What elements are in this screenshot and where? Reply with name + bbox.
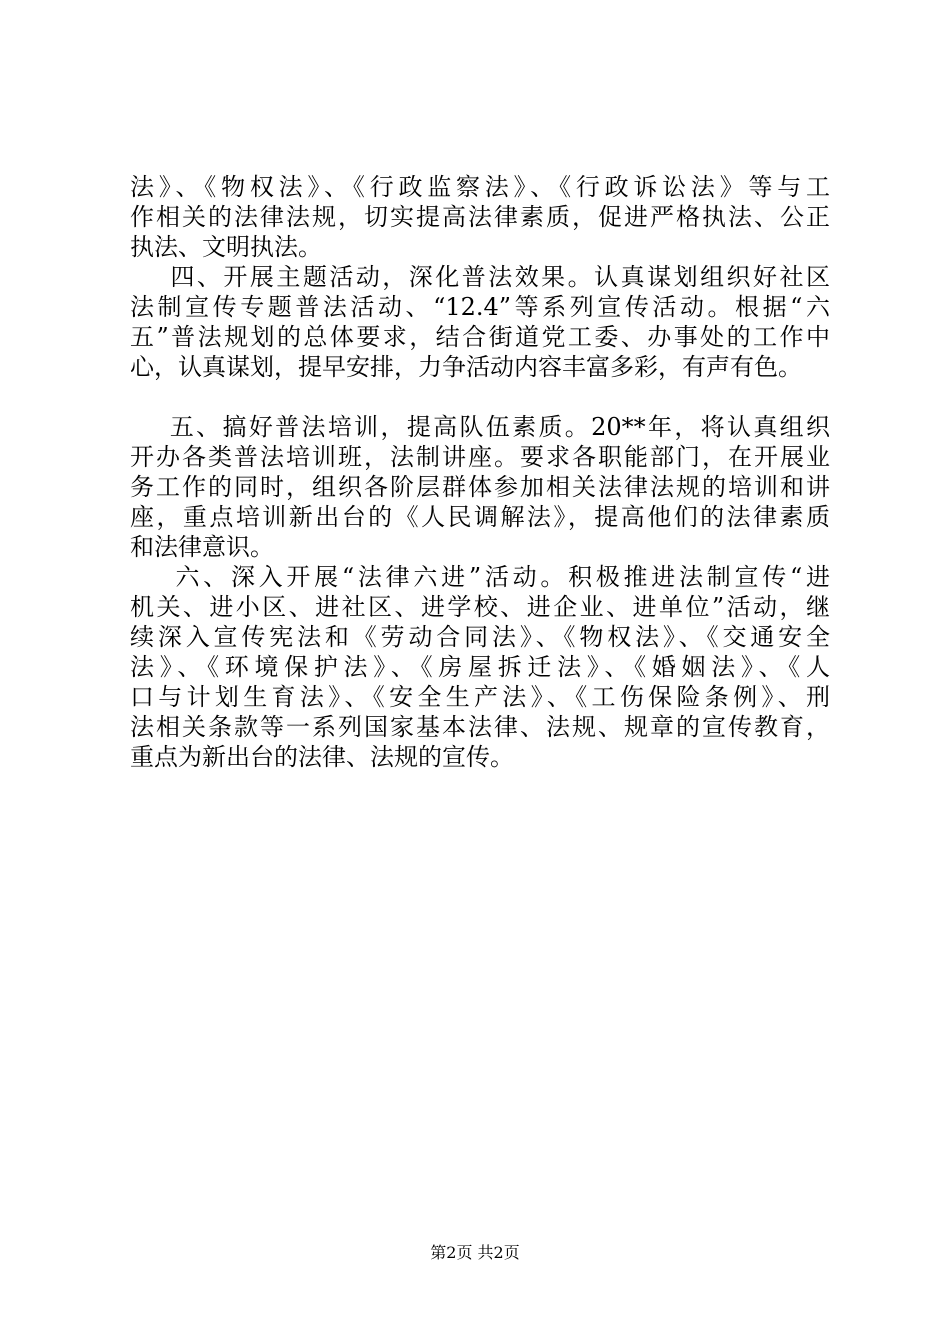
- text-line: 五”普法规划的总体要求，结合街道党工委、办事处的工作中: [130, 323, 830, 351]
- text-line: 五、搞好普法培训，提高队伍素质。20**年，将认真组织: [130, 413, 830, 441]
- text-line: 四、开展主题活动，深化普法效果。认真谋划组织好社区: [130, 263, 830, 291]
- text-line: 和法律意识。: [130, 533, 274, 561]
- text-line: 作相关的法律法规，切实提高法律素质，促进严格执法、公正: [130, 203, 830, 231]
- text-line: 开办各类普法培训班，法制讲座。要求各职能部门，在开展业: [130, 443, 830, 471]
- text-line: 续深入宣传宪法和《劳动合同法》、《物权法》、《交通安全: [130, 623, 830, 651]
- text-line: 座，重点培训新出台的《人民调解法》，提高他们的法律素质: [130, 503, 830, 531]
- text-line: 法相关条款等一系列国家基本法律、法规、规章的宣传教育，: [130, 713, 830, 741]
- text-line: 心，认真谋划，提早安排，力争活动内容丰富多彩，有声有色。: [130, 353, 802, 381]
- text-line: 机关、进小区、进社区、进学校、进企业、进单位”活动，继: [130, 593, 830, 621]
- text-line: 法》、《物权法》、《行政监察法》、《行政诉讼法》等与工: [130, 173, 830, 201]
- text-line: 口与计划生育法》、《安全生产法》、《工伤保险条例》、刑: [130, 683, 830, 711]
- page-number-footer: 第2页 共2页: [430, 1243, 520, 1262]
- text-line: 执法、文明执法。: [130, 233, 322, 261]
- document-body: [130, 172, 830, 772]
- paragraph-gap: [130, 382, 830, 412]
- text-line: 六、深入开展“法律六进”活动。积极推进法制宣传“进: [130, 563, 830, 591]
- text-line: 重点为新出台的法律、法规的宣传。: [130, 743, 514, 771]
- text-line: 法》、《环境保护法》、《房屋拆迁法》、《婚姻法》、《人: [130, 653, 830, 681]
- text-line: 务工作的同时，组织各阶层群体参加相关法律法规的培训和讲: [130, 473, 830, 501]
- text-line: 法制宣传专题普法活动、“12.4”等系列宣传活动。根据“六: [130, 293, 830, 321]
